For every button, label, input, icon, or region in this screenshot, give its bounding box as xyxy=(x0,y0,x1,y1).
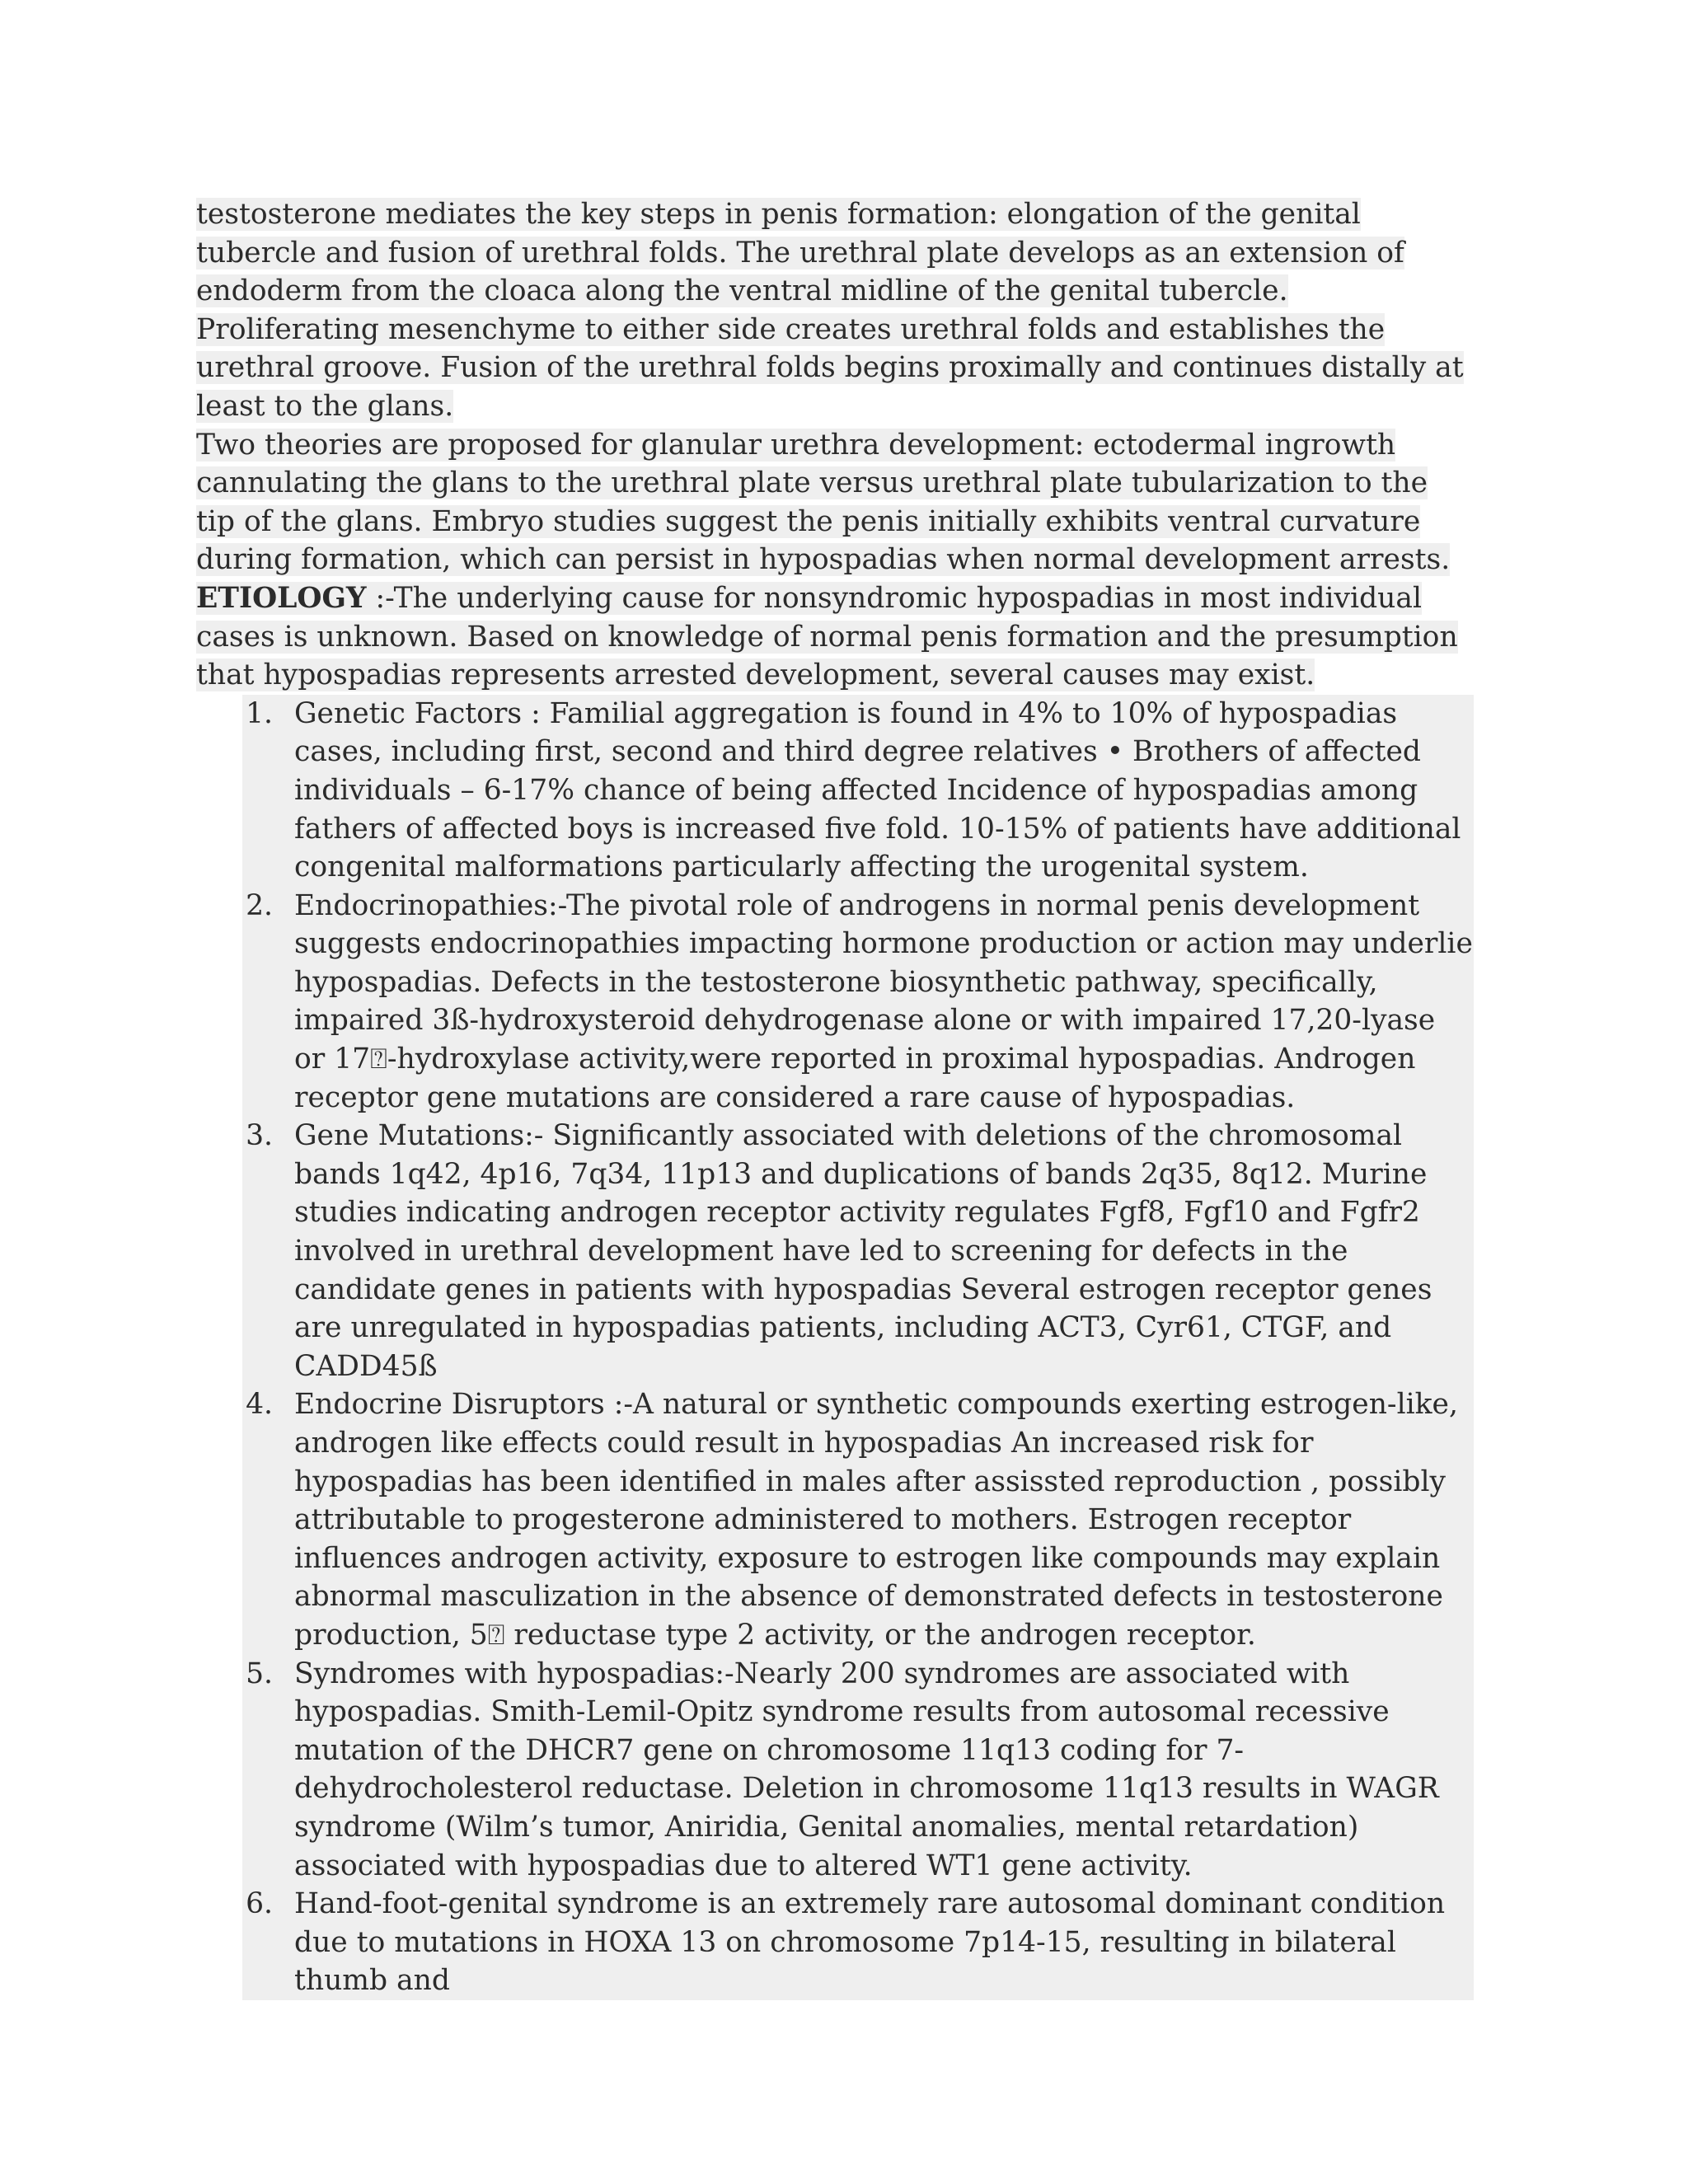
list-item xyxy=(242,1385,1474,1654)
etiology-heading: ETIOLOGY xyxy=(196,581,367,615)
etiology-text: :-The underlying cause for nonsyndromic hypospadias in most individual cases is unknown. Based on knowledge of normal penis formation and the presumption that hypospadias represents arrested development, several causes may exist. xyxy=(196,581,1458,692)
list-item xyxy=(242,695,1474,887)
list-item xyxy=(242,1885,1474,2000)
list-item xyxy=(242,887,1474,1118)
etiology-list xyxy=(242,695,1474,2000)
list-item-text: Syndromes with hypospadias:-Nearly 200 syndromes are associated with hypospadias. Smith-Lemil-Opitz syndrome results from autosomal recessive mutation of the DHCR7 gene on chromosome 11q13 coding for 7-dehydrocholesterol reductase. Deletion in chromosome 11q13 results in WAGR syndrome (Wilm’s tumor, Aniridia, Genital anomalies, mental retardation) associated with hypospadias due to altered WT1 gene activity. xyxy=(294,1657,1439,1882)
list-item-text: Endocrinopathies:-The pivotal role of androgens in normal penis development suggests endocrinopathies impacting hormone production or action may underlie hypospadias. Defects in the testosterone biosynthetic pathway, specifically, impaired 3ß-hydroxysteroid dehydrogenase alone or with impaired 17,20-lyase or 17⍰-hydroxylase activity,were reported in proximal hypospadias. Androgen receptor gene mutations are considered a rare cause of hypospadias. xyxy=(294,888,1473,1114)
paragraph-text: Two theories are proposed for glanular urethra development: ectodermal ingrowth cannulating the glans to the urethral plate versus urethral plate tubularization to the tip of the glans. Embryo studies suggest the penis initially exhibits ventral curvature during formation, which can persist in hypospadias when normal development arrests. xyxy=(196,428,1451,577)
paragraph xyxy=(196,426,1474,579)
list-item-text: Endocrine Disruptors :-A natural or synthetic compounds exerting estrogen-like, androgen like effects could result in hypospadias An increased risk for hypospadias has been identified in males after assissted reproduction , possibly attributable to progesterone administered to mothers. Estrogen receptor influences androgen activity, exposure to estrogen like compounds may explain abnormal masculization in the absence of demonstrated defects in testosterone production, 5⍰ reductase type 2 activity, or the androgen receptor. xyxy=(294,1388,1458,1652)
list-item xyxy=(242,1655,1474,1886)
paragraph-text: testosterone mediates the key steps in penis formation: elongation of the genital tubercle and fusion of urethral folds. The urethral plate develops as an extension of endoderm from the cloaca along the ventral midline of the genital tubercle. xyxy=(196,198,1404,308)
list-item-number: 4. xyxy=(246,1388,273,1422)
document-body xyxy=(196,195,1474,2000)
list-item-text: Gene Mutations:- Significantly associated with deletions of the chromosomal bands 1q42, 4p16, 7q34, 11p13 and duplications of bands 2q35, 8q12. Murine studies indicating androgen receptor activity regulates Fgf8, Fgf10 and Fgfr2 involved in urethral development have led to screening for defects in the candidate genes in patients with hypospadias Several estrogen receptor genes are unregulated in hypospadias patients, including ACT3, Cyr61, CTGF, and CADD45ß xyxy=(294,1119,1432,1383)
paragraph-text: Proliferating mesenchyme to either side creates urethral folds and establishes the urethral groove. Fusion of the urethral folds begins proximally and continues distally at least to the glans. xyxy=(196,312,1464,423)
list-item-text: Hand-foot-genital syndrome is an extremely rare autosomal dominant condition due to mutations in HOXA 13 on chromosome 7p14-15, resulting in bilateral thumb and xyxy=(294,1887,1446,1998)
paragraph xyxy=(196,195,1474,311)
list-item-number: 3. xyxy=(246,1119,273,1153)
list-item-number: 2. xyxy=(246,888,273,922)
list-item xyxy=(242,1117,1474,1385)
paragraph xyxy=(196,311,1474,426)
etiology-paragraph xyxy=(196,579,1474,695)
list-item-text: Genetic Factors : Familial aggregation is found in 4% to 10% of hypospadias cases, including first, second and third degree relatives • Brothers of affected individuals – 6-17% chance of being affected Incidence of hypospadias among fathers of affected boys is increased five fold. 10-15% of patients have additional congenital malformations particularly affecting the urogenital system. xyxy=(294,696,1461,884)
list-item-number: 5. xyxy=(246,1657,273,1690)
list-item-number: 1. xyxy=(246,696,273,730)
list-item-number: 6. xyxy=(246,1887,273,1921)
